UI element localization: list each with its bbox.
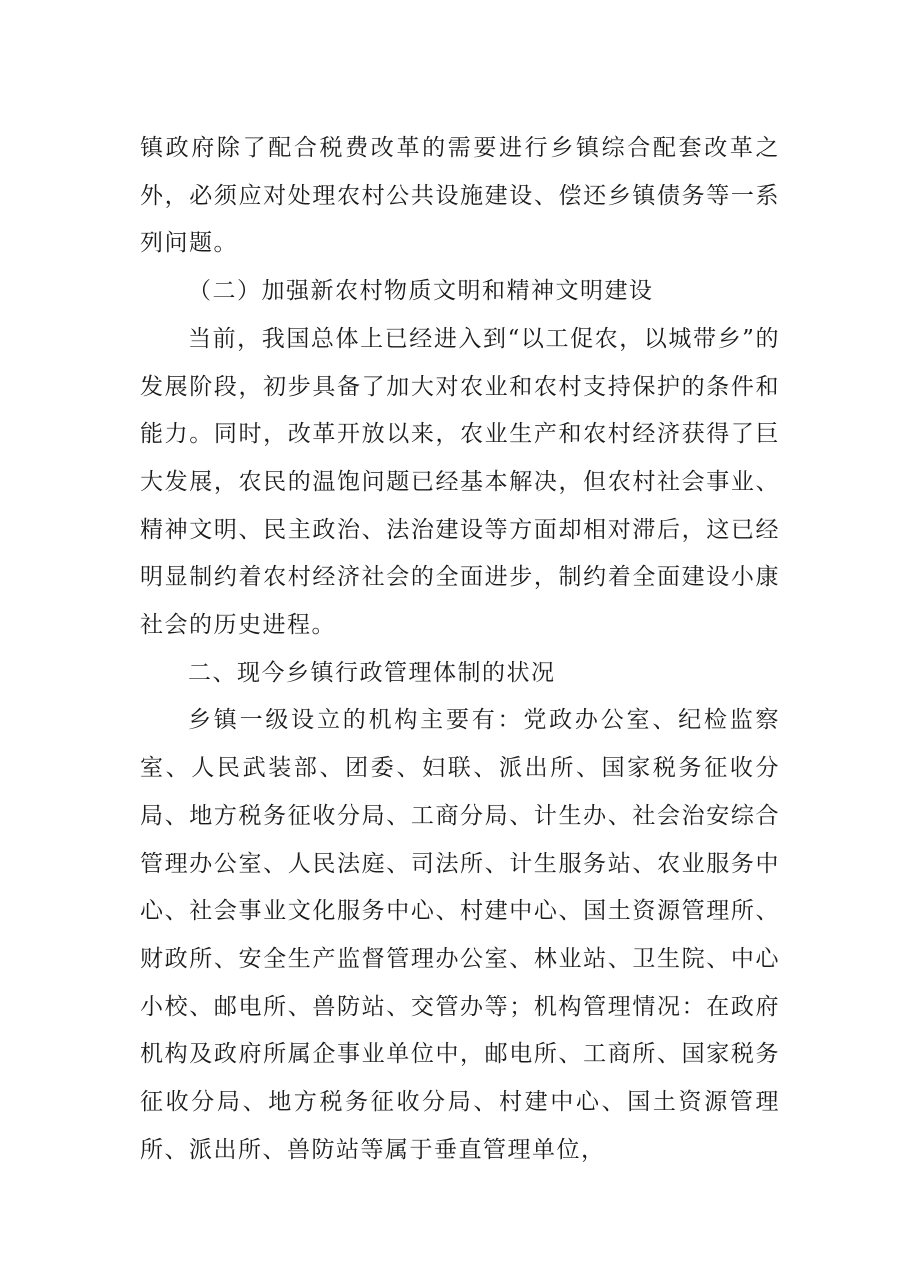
- paragraph-continuation: 镇政府除了配合税费改革的需要进行乡镇综合配套改革之外，必须应对处理农村公共设施建设、偿还乡镇债务等一系列问题。: [140, 135, 780, 257]
- paragraph-township-institutions: 乡镇一级设立的机构主要有：党政办公室、纪检监察室、人民武装部、团委、妇联、派出所、国家税务征收分局、地方税务征收分局、工商分局、计生办、社会治安综合管理办公室、人民法庭、司法所、计生服务站、农业服务中心、社会事业文化服务中心、村建中心、国土资源管理所、财政所、安全生产监督管理办公室、林业站、卫生院、中心小校、邮电所、兽防站、交管办等；机构管理情况：在政府机构及政府所属企事业单位中，邮电所、工商所、国家税务征收分局、地方税务征收分局、村建中心、国土资源管理所、派出所、兽防站等属于垂直管理单位，: [140, 707, 780, 1163]
- section-heading-township-admin: 二、现今乡镇行政管理体制的状况: [188, 659, 556, 686]
- paragraph-current-situation: 当前，我国总体上已经进入到“以工促农，以城带乡”的发展阶段，初步具备了加大对农业和农村支持保护的条件和能力。同时，改革开放以来，农业生产和农村经济获得了巨大发展，农民的温饱问题已经基本解决，但农村社会事业、精神文明、民主政治、法治建设等方面却相对滞后，这已经明显制约着农村经济社会的全面进步，制约着全面建设小康社会的历史进程。: [140, 325, 780, 639]
- document-body: [140, 125, 780, 1174]
- section-heading-2: （二）加强新农村物质文明和精神文明建设: [188, 278, 654, 305]
